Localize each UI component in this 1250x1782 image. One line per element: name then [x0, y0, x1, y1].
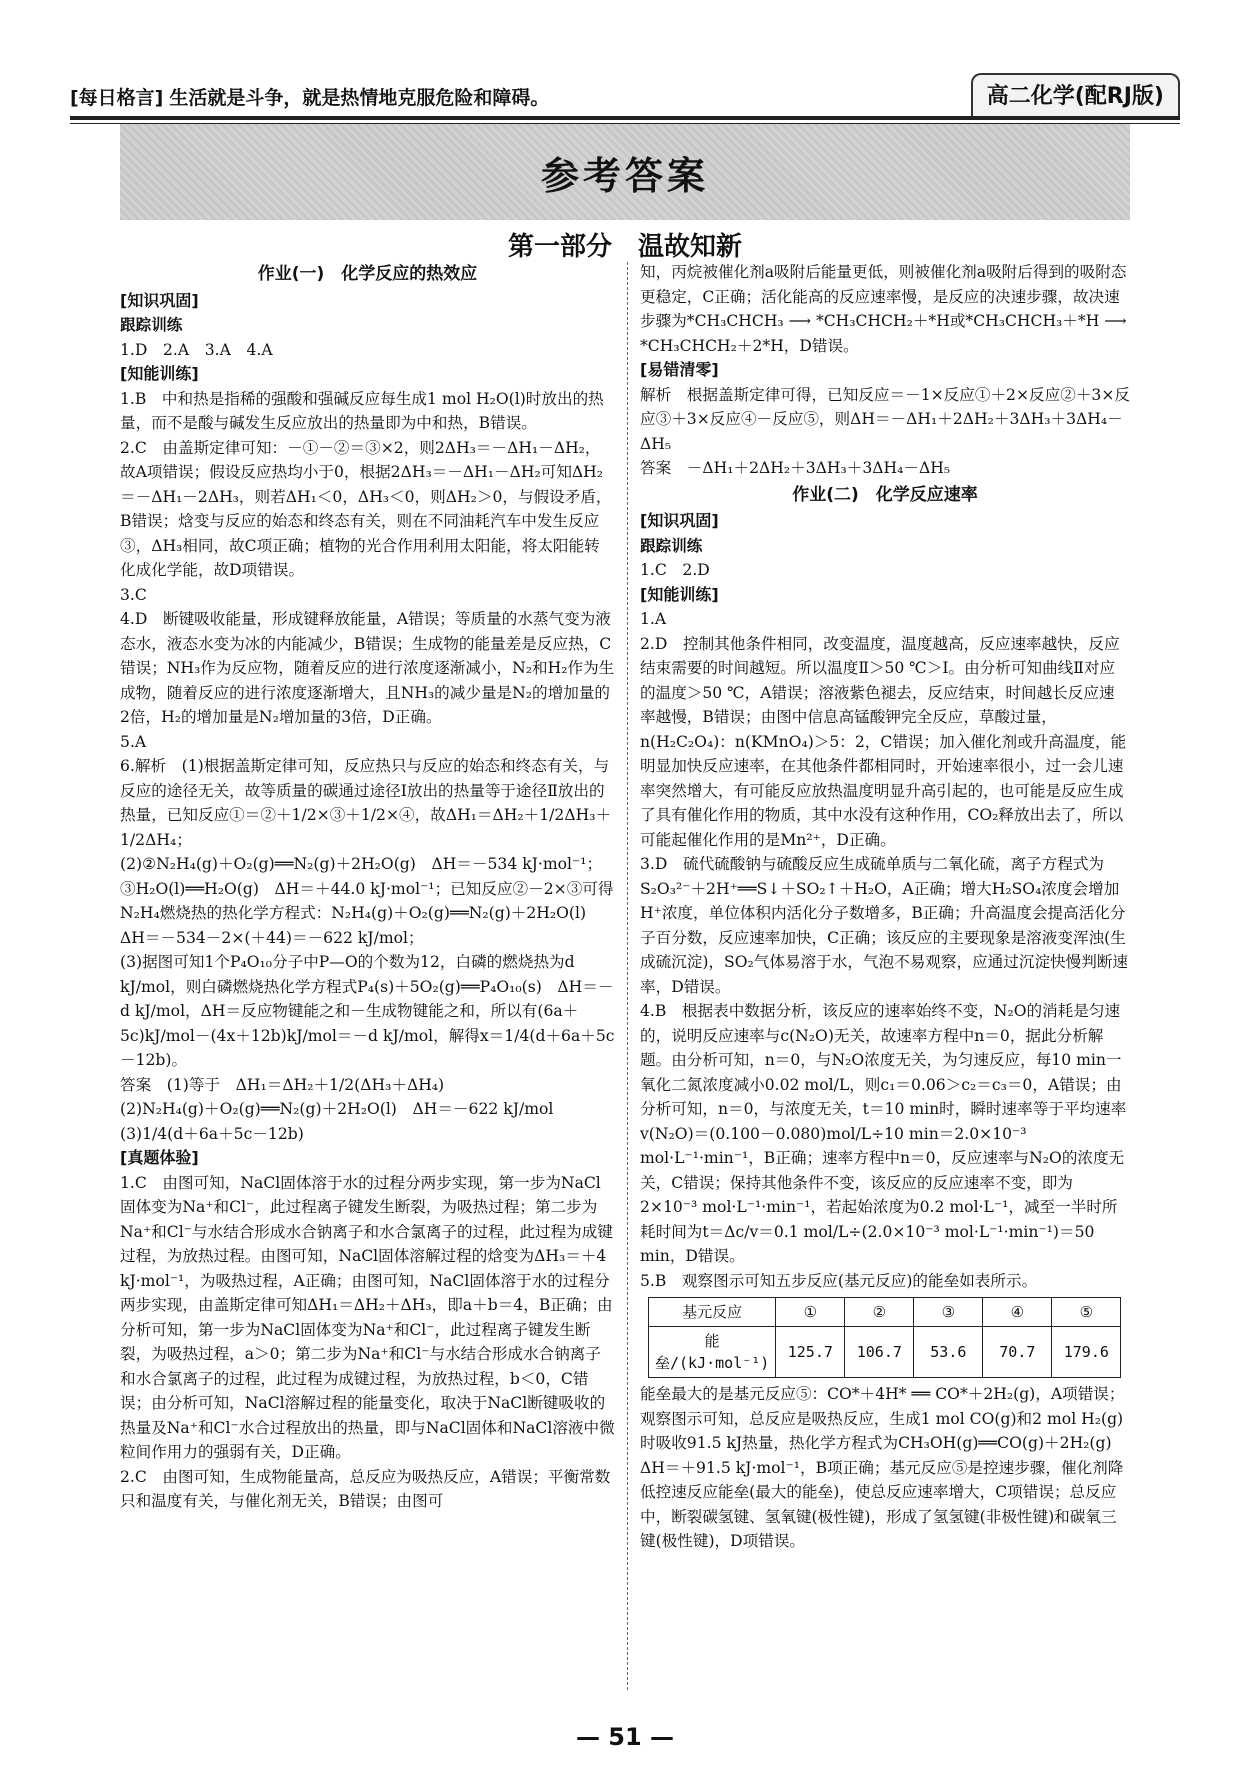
answer-paragraph: 2.D 控制其他条件相同，改变温度，温度越高，反应速率越快，反应结束需要的时间越短。所以温度Ⅱ＞50 ℃＞Ⅰ。由分析可知曲线Ⅱ对应的温度＞50 ℃，A错误；溶液紫色褪去，反应结束，时间越长反应速率越慢，B错误；由图中信息高锰酸钾完全反应，草酸过量，n(H₂C₂O₄)：n(KMnO₄)＞5：2，C错误；加入催化剂或升高温度，能明显加快反应速率，在其他条件都相同时，开始速率很小，过一会儿速率突然增大，有可能反应放热温度明显升高引起的，也可能是反应生成了具有催化作用的物质，其中水没有这种作用，CO₂释放出去了，所以可能起催化作用的是Mn²⁺，D正确。 — [640, 634, 1127, 849]
answer-paragraph: 3.C — [120, 585, 147, 604]
answer-paragraph: 2.C 由盖斯定律可知：－①－②＝③×2，则2ΔH₃＝－ΔH₁－ΔH₂，故A项错误；假设反应热均小于0，根据2ΔH₃＝－ΔH₁－ΔH₂可知ΔH₂＝－ΔH₁－2ΔH₃，则若ΔH₁＜0，ΔH₃＜0，则ΔH₂＞0，与假设矛盾，B错误；焓变与反应的始态和终态有关，则在不同油耗汽车中发生反应③，ΔH₃相同，故C项正确；植物的光合作用利用太阳能，将太阳能转化成化学能，故D项错误。 — [120, 438, 612, 579]
assignment-title: 作业(一) 化学反应的热效应 — [257, 264, 478, 284]
answer-paragraph: 3.D 硫代硫酸钠与硫酸反应生成硫单质与二氧化硫，离子方程式为S₂O₃²⁻＋2H⁺══S↓＋SO₂↑＋H₂O，A正确；增大H₂SO₄浓度会增加H⁺浓度，单位体积内活化分子数增多，B正确；升高温度会提高活化分子百分数，反应速率加快，C正确；该反应的主要现象是溶液变浑浊(生成硫沉淀)，SO₂气体易溶于水，气泡不易观察，应通过沉淀快慢判断速率，D错误。 — [640, 855, 1129, 996]
assignment-title: 作业(二) 化学反应速率 — [792, 484, 978, 505]
column-divider — [627, 262, 628, 1690]
table-col: ③ — [914, 1298, 983, 1327]
answer-paragraph: 能垒最大的是基元反应⑤：CO*＋4H* ══ CO*＋2H₂(g)，A项错误；观察图示可知，总反应是吸热反应，生成1 mol CO(g)和2 mol H₂(g)时吸收91.5 kJ热量，热化学方程式为CH₃OH(g)══CO(g)＋2H₂(g) ΔH＝＋91.5 kJ·mol⁻¹，B项正确；基元反应⑤是控速步骤，催化剂降低控速反应能垒(最大的能垒)，使总反应速率增大，C项错误；总反应中，断裂碳氢键、氢氧键(极性键)，形成了氢氢键(非极性键)和碳氧三键(极性键)，D项错误。 — [640, 1385, 1128, 1550]
motto-text: 生活就是斗争，就是热情地克服危险和障碍。 — [169, 87, 550, 109]
answer-paragraph: 1.D 2.A 3.A 4.A — [120, 340, 273, 359]
answer-paragraph: (3)1/4(d＋6a＋5c－12b) — [120, 1124, 304, 1143]
table-header-row — [649, 1298, 1121, 1327]
subsection-heading: 跟踪训练 — [640, 536, 703, 555]
table-col: ④ — [983, 1298, 1052, 1327]
answer-paragraph: 5.B 观察图示可知五步反应(基元反应)的能垒如表所示。 — [640, 1271, 1038, 1290]
answer-paragraph: 知，丙烷被催化剂a吸附后能量更低，则被催化剂a吸附后得到的吸附态更稳定，C正确；活化能高的反应速率慢，是反应的决速步骤，故决速步骤为*CH₃CHCH₃ ⟶ *CH₃CHCH₂＋*H或*CH₃CHCH₃＋*H ⟶ *CH₃CHCH₂＋2*H，D错误。 — [640, 263, 1127, 355]
table-value-header: 能垒/(kJ·mol⁻¹) — [649, 1327, 776, 1378]
answer-paragraph: 2.C 由图可知，生成物能量高，总反应为吸热反应，A错误；平衡常数只和温度有关，与催化剂无关，B错误；由图可 — [120, 1467, 611, 1510]
answer-paragraph: 答案 (1)等于 ΔH₁＝ΔH₂＋1/2(ΔH₃＋ΔH₄) — [120, 1075, 445, 1094]
motto-tag: [每日格言] — [70, 87, 164, 109]
subject-label: 高二化学(配RJ版) — [971, 73, 1180, 116]
section-heading: [知识巩固] — [640, 511, 719, 530]
answer-paragraph: (2)N₂H₄(g)＋O₂(g)══N₂(g)＋2H₂O(l) ΔH＝－622 kJ/mol — [120, 1100, 554, 1118]
answer-paragraph: 4.D 断键吸收能量，形成键释放能量，A错误；等质量的水蒸气变为液态水，液态水变为冰的内能减少，B错误；生成物的能量差是反应热，C错误；NH₃作为反应物，随着反应的进行浓度逐渐减小，N₂和H₂作为生成物，随着反应的进行浓度逐渐增大，且NH₃的减少量是N₂的增加量的2倍，H₂的增加量是N₂增加量的3倍，D正确。 — [120, 610, 615, 726]
table-cell: 53.6 — [914, 1327, 983, 1378]
table-cell: 125.7 — [776, 1327, 845, 1378]
daily-motto — [70, 83, 549, 116]
right-column-bottom — [640, 1382, 1130, 1554]
section-heading: [真题体验] — [120, 1148, 199, 1167]
section-heading: [易错清零] — [640, 360, 719, 379]
answer-paragraph: 6.解析 (1)根据盖斯定律可知，反应热只与反应的始态和终态有关，与反应的途径无关，故等质量的碳通过途径Ⅰ放出的热量等于途径Ⅱ放出的热量，已知反应①＝②＋1/2×③＋1/2×④，故ΔH₁＝ΔH₂＋1/2ΔH₃＋1/2ΔH₄； — [120, 757, 612, 849]
table-cell: 179.6 — [1052, 1327, 1121, 1378]
page-header — [70, 64, 1180, 116]
right-column — [640, 260, 1130, 1554]
answer-paragraph: 5.A — [120, 732, 147, 751]
table-col: ⑤ — [1052, 1298, 1121, 1327]
left-column — [120, 260, 615, 1514]
page-number: — 51 — — [575, 1723, 675, 1751]
answer-paragraph: 1.A — [640, 610, 667, 628]
answer-paragraph: (2)②N₂H₄(g)＋O₂(g)══N₂(g)＋2H₂O(g) ΔH＝－534 kJ·mol⁻¹；③H₂O(l)══H₂O(g) ΔH＝＋44.0 kJ·mol⁻¹；已知反应②－2×③可得N₂H₄燃烧热的热化学方程式：N₂H₄(g)＋O₂(g)══N₂(g)＋2H₂O(l) ΔH＝－534－2×(＋44)＝－622 kJ/mol； — [120, 855, 614, 947]
answer-paragraph: 1.C 2.D — [640, 561, 710, 579]
table-cell: 106.7 — [845, 1327, 914, 1378]
answer-paragraph: 1.C 由图可知，NaCl固体溶于水的过程分两步实现，第一步为NaCl固体变为Na⁺和Cl⁻，此过程离子键发生断裂，为吸热过程；第二步为Na⁺和Cl⁻与水结合形成水合钠离子和水合氯离子的过程，此过程为成键过程，为放热过程。由图可知，NaCl固体溶解过程的焓变为ΔH₃＝＋4 kJ·mol⁻¹，为吸热过程，A正确；由图可知，NaCl固体溶于水的过程分两步实现，由盖斯定律可知ΔH₁＝ΔH₂＋ΔH₃，即a＋b＝4，B正确；由分析可知，第一步为NaCl固体变为Na⁺和Cl⁻，此过程离子键发生断裂，为吸热过程，a＞0；第二步为Na⁺和Cl⁻与水结合形成水合钠离子和水合氯离子的过程，此过程为成键过程，为放热过程，b＜0，C错误；由分析可知，NaCl溶解过程的能量变化，取决于NaCl断键吸收的热量及Na⁺和Cl⁻水合过程放出的热量，即与NaCl固体和NaCl溶液中微粒间作用力的强弱有关，D正确。 — [120, 1173, 615, 1461]
table-col: ② — [845, 1298, 914, 1327]
answer-banner — [120, 124, 1130, 220]
answer-paragraph: 1.B 中和热是指稀的强酸和强碱反应每生成1 mol H₂O(l)时放出的热量，而不是酸与碱发生反应放出的热量即为中和热，B错误。 — [120, 389, 604, 432]
banner-title: 参考答案 — [540, 153, 709, 198]
answer-paragraph: 4.B 根据表中数据分析，该反应的速率始终不变，N₂O的消耗是匀速的，说明反应速率与c(N₂O)无关，故速率方程中n＝0，据此分析解题。由分析可知，n＝0，与N₂O浓度无关，为匀速反应，每10 min一氧化二氮浓度减小0.02 mol/L，则c₁＝0.06＞c₂＝c₃＝0，A错误；由分析可知，n＝0，与浓度无关，t＝10 min时，瞬时速率等于平均速率v(N₂O)＝(0.100－0.080)mol/L÷10 min＝2.0×10⁻³ mol·L⁻¹·min⁻¹，B正确；速率方程中n＝0，反应速率与N₂O的浓度无关，C错误；保持其他条件不变，该反应的反应速率不变，即为2×10⁻³ mol·L⁻¹·min⁻¹，若起始浓度为0.2 mol·L⁻¹，减至一半时所耗时间为t＝Δc/v＝0.1 mol/L÷(2.0×10⁻³ mol·L⁻¹·min⁻¹)＝50 min，D错误。 — [640, 1002, 1127, 1265]
answer-paragraph: 答案 －ΔH₁＋2ΔH₂＋3ΔH₃＋3ΔH₄－ΔH₅ — [640, 459, 951, 477]
answer-paragraph: 解析 根据盖斯定律可得，已知反应＝－1×反应①＋2×反应②＋3×反应③＋3×反应④－反应⑤，则ΔH＝－ΔH₁＋2ΔH₂＋3ΔH₃＋3ΔH₄－ΔH₅ — [640, 385, 1130, 453]
section-heading: [知能训练] — [640, 584, 719, 604]
table-cell: 70.7 — [983, 1327, 1052, 1378]
answer-paragraph: (3)据图可知1个P₄O₁₀分子中P—O的个数为12，白磷的燃烧热为d kJ/mol，则白磷燃烧热化学方程式P₄(s)＋5O₂(g)══P₄O₁₀(s) ΔH＝－d kJ/mol，ΔH＝反应物键能之和－生成物键能之和，所以有(6a＋5c)kJ/mol－(4x＋12b)kJ/mol＝－d kJ/mol，解得x＝1/4(d＋6a＋5c－12b)。 — [120, 953, 615, 1069]
subsection-heading: 跟踪训练 — [120, 316, 183, 334]
table-row-header: 基元反应 — [649, 1298, 776, 1327]
right-column-top — [640, 260, 1130, 1293]
header-rule — [70, 116, 1180, 120]
section-heading: [知能训练] — [120, 364, 199, 383]
section-heading: [知识巩固] — [120, 290, 199, 310]
table-col: ① — [776, 1298, 845, 1327]
energy-barrier-table — [648, 1297, 1121, 1378]
part-title: 第一部分 温故知新 — [507, 232, 742, 262]
table-value-row — [649, 1327, 1121, 1378]
